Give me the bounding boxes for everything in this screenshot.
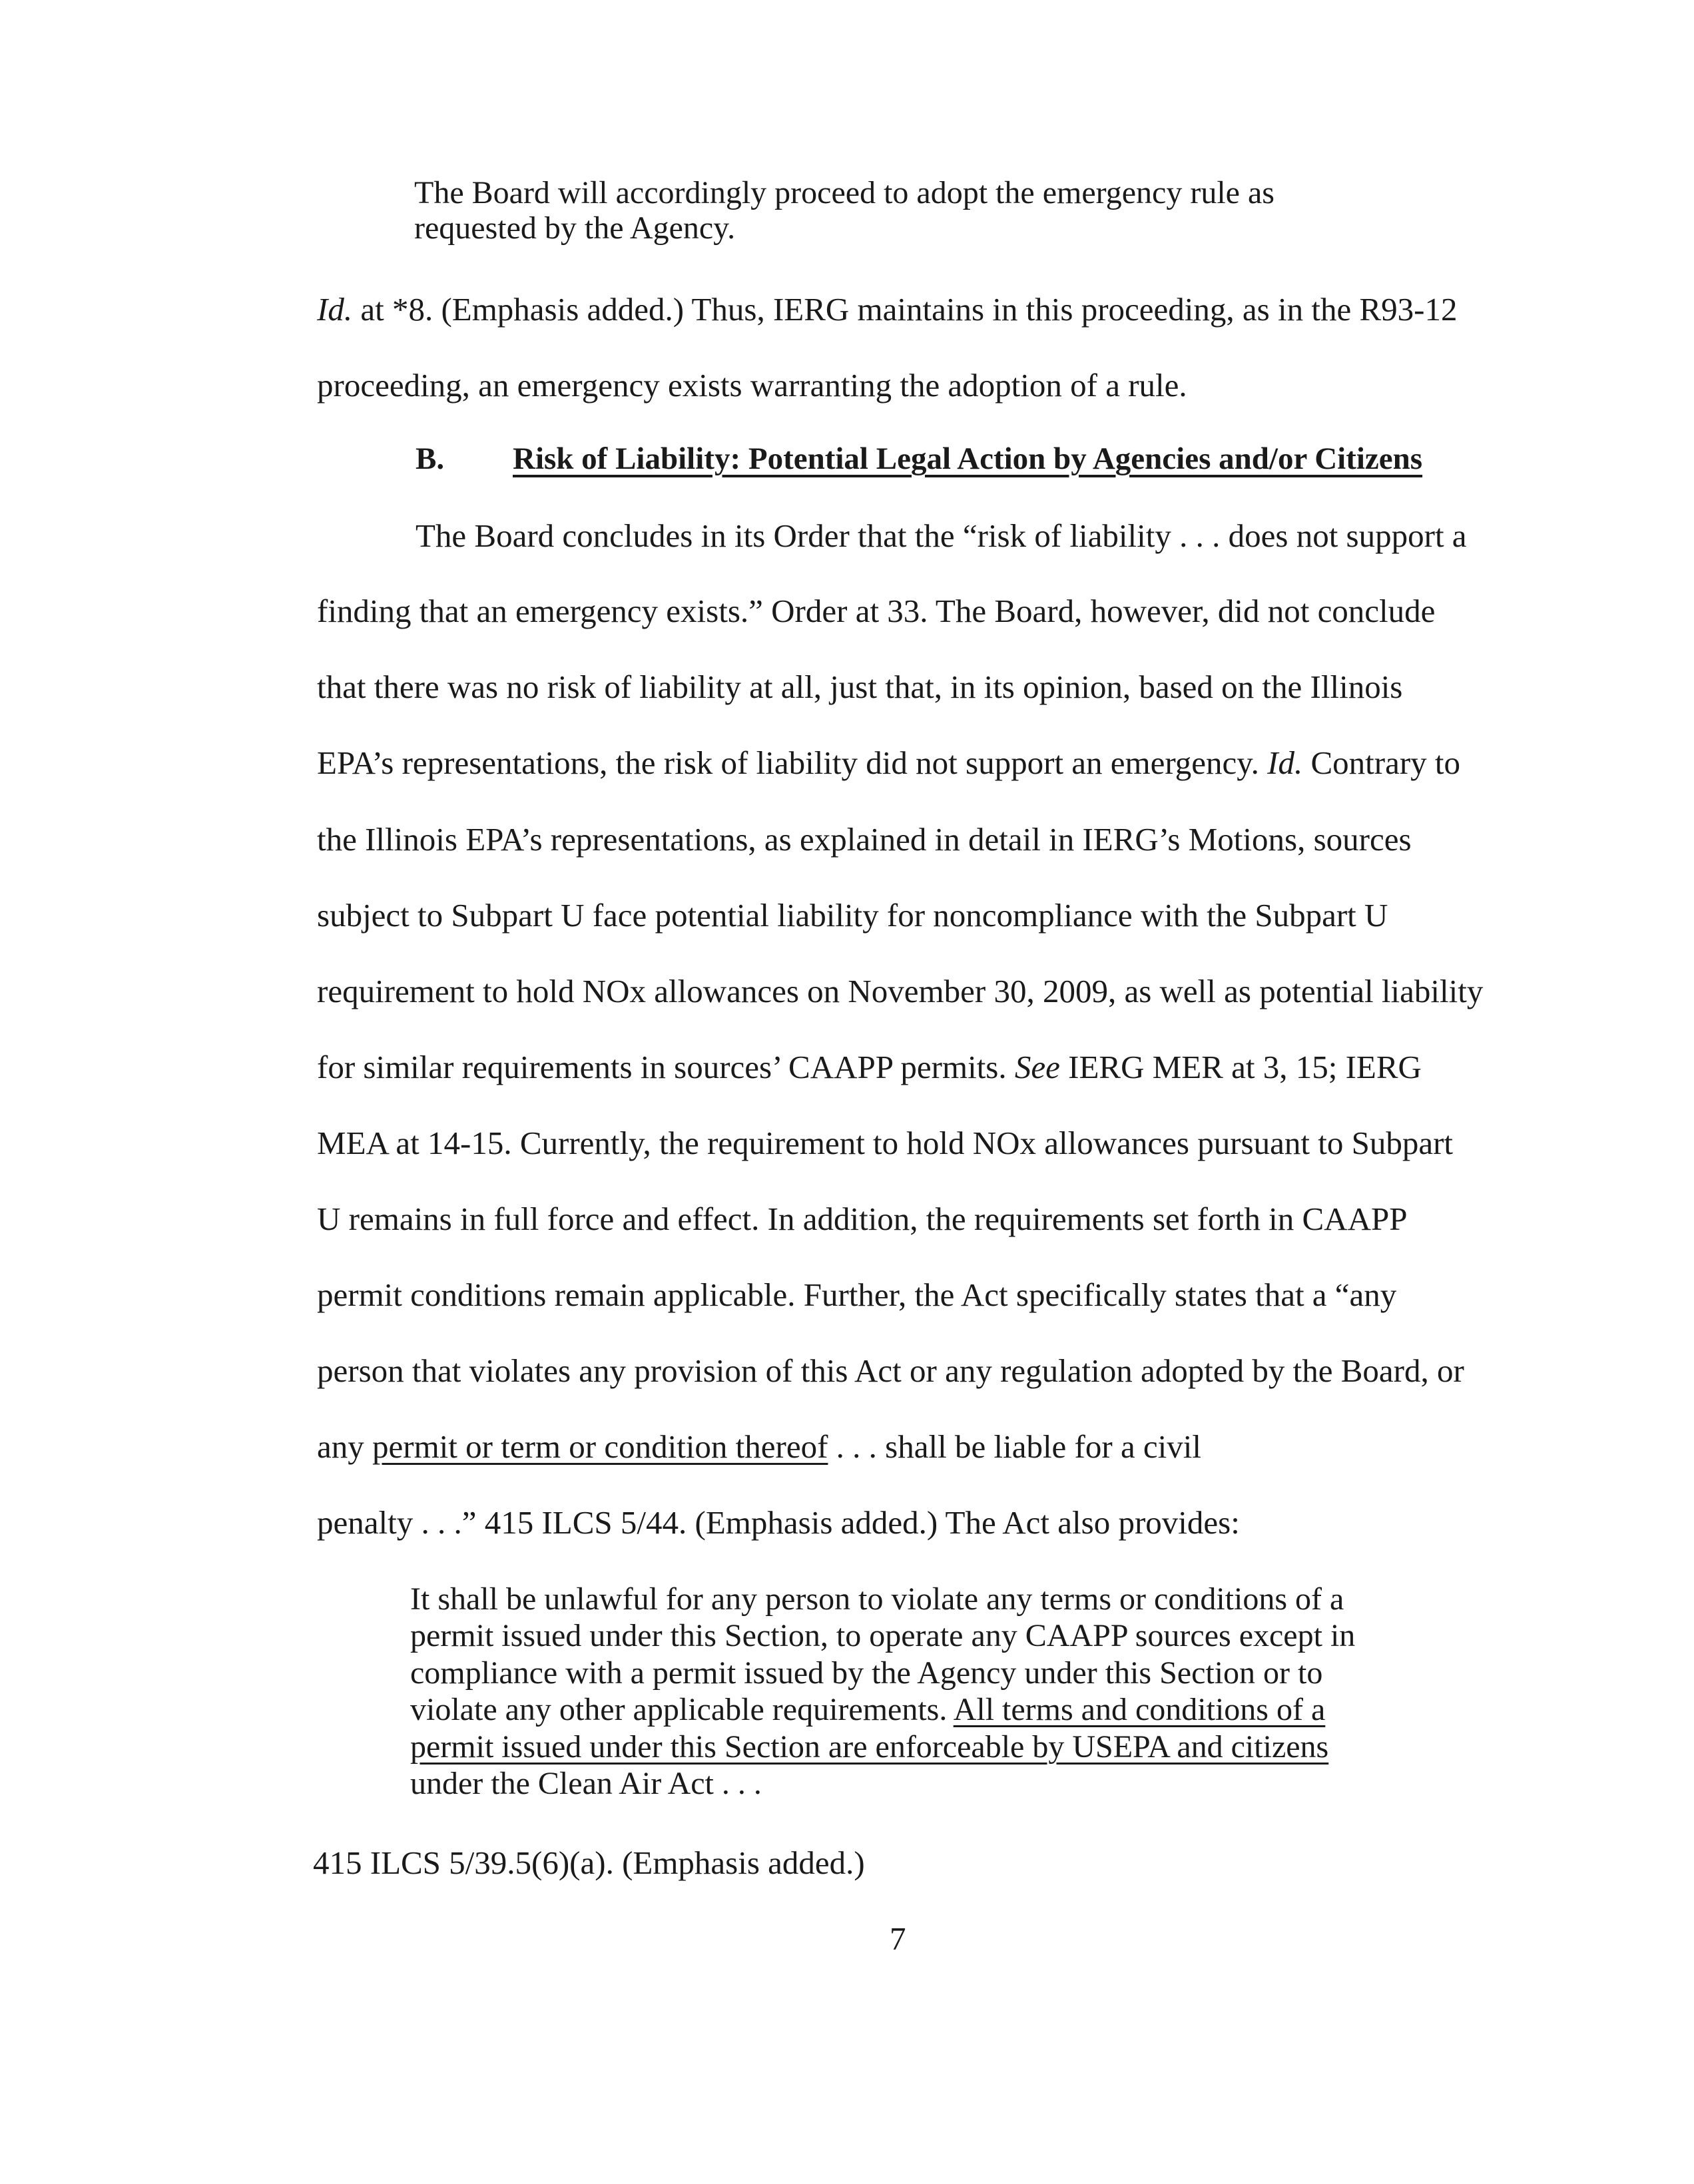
italic-citation: Id.	[317, 291, 353, 328]
underlined-emphasis: permit issued under this Section are enforceable by USEPA and citizens	[410, 1729, 1329, 1765]
text-run: for similar requirements in sources’ CAAPP permits.	[317, 1049, 1015, 1085]
text-run: IERG MER at 3, 15; IERG	[1059, 1049, 1422, 1085]
section-letter: B.	[416, 441, 445, 476]
page-number: 7	[890, 1920, 906, 1957]
body-text-line: requirement to hold NOx allowances on November 30, 2009, as well as potential liability	[317, 973, 1484, 1009]
body-text-line: MEA at 14-15. Currently, the requirement to hold NOx allowances pursuant to Subpart	[317, 1125, 1454, 1161]
text-run: any	[317, 1428, 372, 1465]
italic-citation: Id.	[1267, 744, 1303, 781]
block-quote-line: requested by the Agency.	[414, 210, 736, 246]
text-run: EPA’s representations, the risk of liability did not support an emergency.	[317, 744, 1268, 781]
block-quote-line: The Board will accordingly proceed to adopt the emergency rule as	[414, 175, 1274, 210]
block-quote-line	[410, 1694, 1325, 1726]
text-run: . . . shall be liable for a civil	[828, 1428, 1202, 1465]
statute-citation: 415 ILCS 5/39.5(6)(a). (Emphasis added.)	[313, 1844, 865, 1881]
text-run: violate any other applicable requirements.	[410, 1692, 954, 1727]
body-text-line: finding that an emergency exists.” Order at 33. The Board, however, did not conclude	[317, 593, 1436, 629]
block-quote-line: It shall be unlawful for any person to violate any terms or conditions of a	[410, 1581, 1344, 1617]
text-run: at *8. (Emphasis added.) Thus, IERG maintains in this proceeding, as in the R93-12	[352, 291, 1458, 328]
section-heading: Risk of Liability: Potential Legal Action by Agencies and/or Citizens	[513, 441, 1423, 476]
body-text-line: permit conditions remain applicable. Further, the Act specifically states that a “any	[317, 1276, 1397, 1313]
text-run: Contrary to	[1302, 744, 1460, 781]
body-text-line	[317, 1051, 1422, 1083]
body-text-line	[317, 746, 1460, 779]
underlined-emphasis: All terms and conditions of a	[953, 1692, 1326, 1727]
block-quote-line	[410, 1731, 1328, 1763]
body-text-line: the Illinois EPA’s representations, as explained in detail in IERG’s Motions, sources	[317, 821, 1412, 858]
body-text-line: U remains in full force and effect. In addition, the requirements set forth in CAAPP	[317, 1201, 1408, 1237]
body-text-line: that there was no risk of liability at all, just that, in its opinion, based on the Illinois	[317, 669, 1403, 705]
block-quote-line: compliance with a permit issued by the Agency under this Section or to	[410, 1655, 1323, 1691]
body-text-line: penalty . . .” 415 ILCS 5/44. (Emphasis added.) The Act also provides:	[317, 1504, 1240, 1541]
underlined-emphasis: permit or term or condition thereof	[372, 1428, 828, 1465]
block-quote-line: under the Clean Air Act . . .	[410, 1766, 762, 1801]
body-text-line: The Board concludes in its Order that the “risk of liability . . . does not support a	[416, 517, 1467, 554]
body-text-line: subject to Subpart U face potential liability for noncompliance with the Subpart U	[317, 897, 1388, 934]
italic-signal: See	[1014, 1049, 1060, 1085]
body-text-line	[317, 1430, 1201, 1463]
body-text-line	[317, 293, 1457, 326]
body-text-line: person that violates any provision of this Act or any regulation adopted by the Board, or	[317, 1352, 1464, 1389]
body-text-line: proceeding, an emergency exists warranting the adoption of a rule.	[317, 367, 1187, 404]
block-quote-line: permit issued under this Section, to operate any CAAPP sources except in	[410, 1618, 1356, 1653]
